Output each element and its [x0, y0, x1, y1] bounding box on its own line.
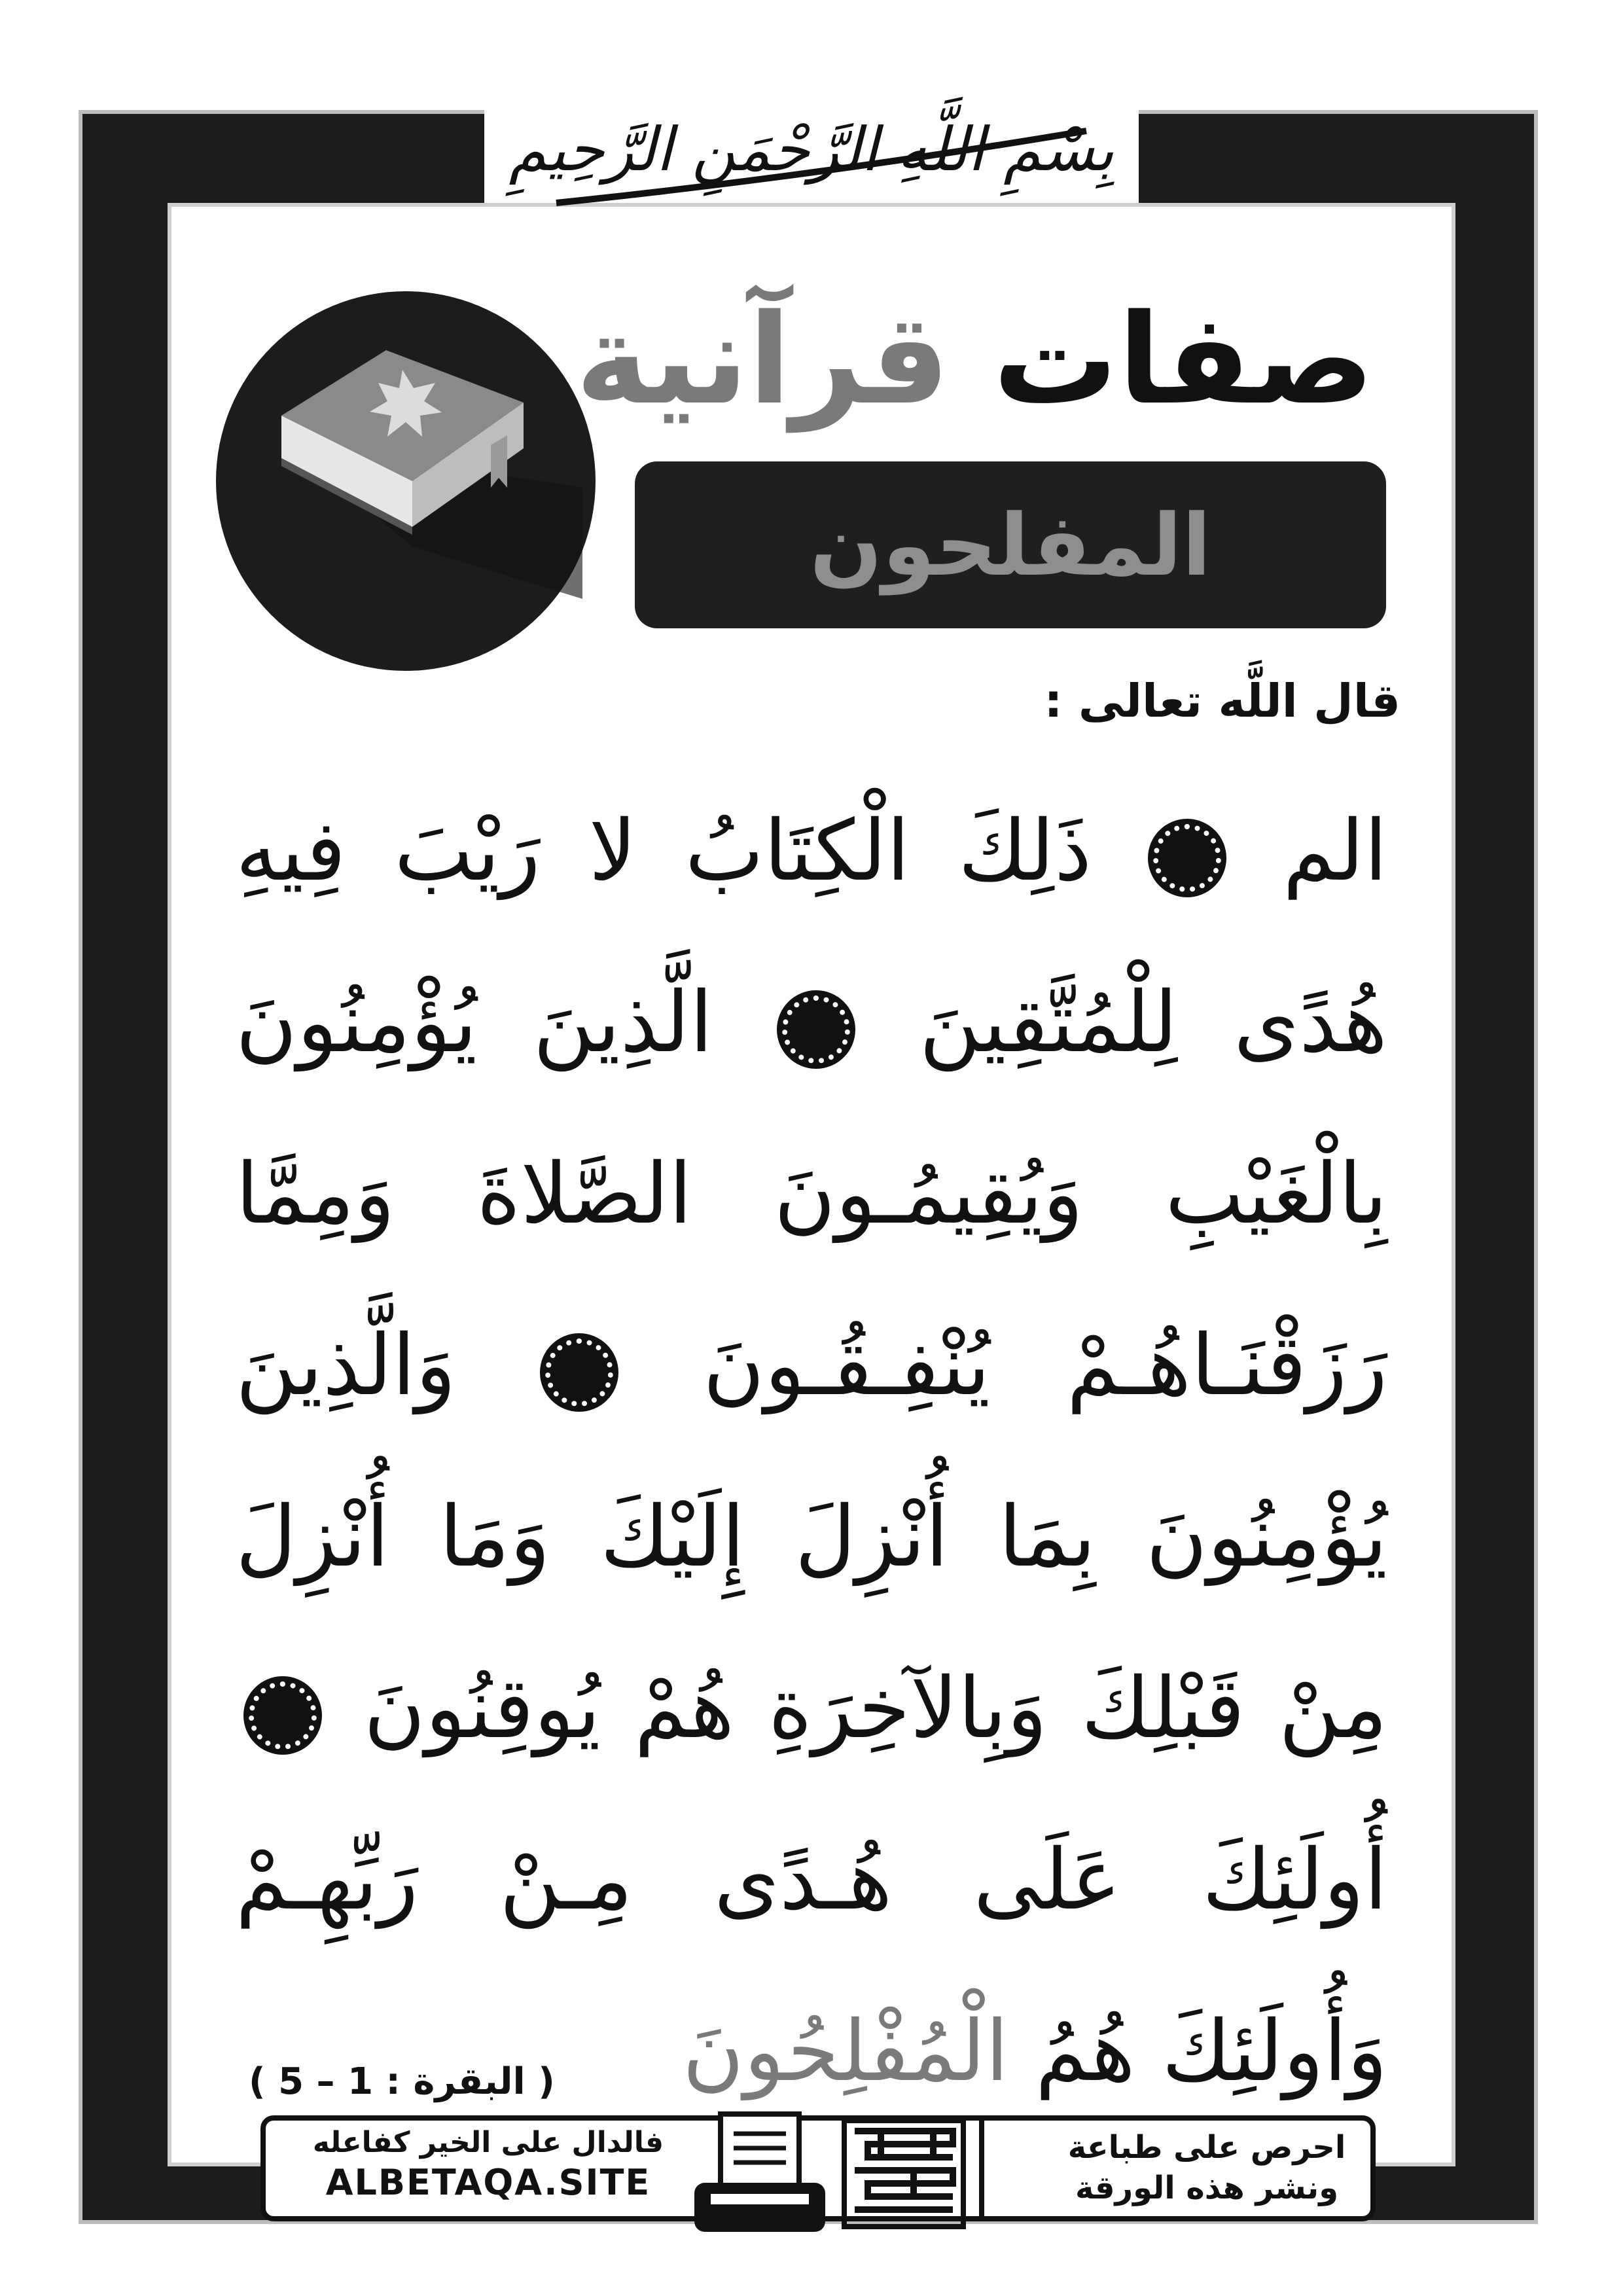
- intro-text: قال اللَّه تعالى :: [1044, 674, 1400, 728]
- verse-end-marker-icon: [545, 1338, 613, 1407]
- title-word-2: قرآنية: [575, 287, 950, 432]
- verse-line-7: [236, 1795, 1387, 1966]
- verse-line-2: [236, 937, 1387, 1109]
- page-title: [575, 281, 1374, 439]
- print-note-line-1: احرص على طباعة: [1067, 2129, 1346, 2166]
- verse-segment: وَالَّذِينَ: [236, 1317, 456, 1414]
- subtitle-banner: [635, 461, 1386, 628]
- verse-segment: هُدًى لِلْمُتَّقِينَ: [919, 974, 1387, 1071]
- verse-segment: أُولَئِكَ عَلَى هُـدًى مِـنْ رَبِّهِـمْ: [236, 1831, 1387, 1929]
- subtitle-text: المفلحون: [810, 495, 1211, 595]
- verse-segment: الم: [1283, 802, 1388, 900]
- verse-highlight: الْمُفْلِحُونَ: [682, 2003, 1009, 2100]
- verse-line-5: [236, 1452, 1387, 1623]
- verse-segment: ذَلِكَ الْكِتَابُ لا رَيْبَ فِيهِ: [236, 802, 1092, 900]
- verse-end-marker-icon: [249, 1681, 317, 1749]
- verse-line-4: [236, 1280, 1387, 1452]
- basmala-calligraphy: [497, 72, 1126, 223]
- book-icon: [216, 291, 596, 671]
- verse-segment: رَزَقْنَـاهُـمْ يُنْفِـقُـونَ: [703, 1317, 1388, 1414]
- footer-divider: [979, 2121, 984, 2216]
- site-link[interactable]: ALBETAQA.SITE: [325, 2162, 651, 2203]
- footer-print-note: [1056, 2127, 1357, 2208]
- verse-line-1: [236, 766, 1387, 937]
- verse-block: [236, 766, 1387, 2138]
- footer-site-block: [279, 2126, 698, 2203]
- kufic-logo-icon: [842, 2118, 966, 2229]
- verse-segment: يُؤْمِنُونَ بِمَا أُنْزِلَ إِلَيْكَ وَمَا أُنْزِلَ: [236, 1488, 1387, 1586]
- verse-end-marker-icon: [1153, 824, 1221, 892]
- verse-segment: مِنْ قَبْلِكَ وَبِالآخِرَةِ هُمْ يُوقِنُونَ: [363, 1660, 1388, 1757]
- basmala-text: بِسْمِ اللَّهِ الرَّحْمَنِ الرَّحِيمِ: [508, 115, 1115, 185]
- verse-line-3: [236, 1109, 1387, 1280]
- verse-end-marker-icon: [782, 996, 850, 1064]
- footer-bar: [260, 2115, 1376, 2221]
- verse-segment: الَّذِينَ يُؤْمِنُونَ: [236, 974, 713, 1071]
- footer-tagline: فالدال على الخير كفاعله: [312, 2126, 664, 2159]
- print-note-line-2: ونشر هذه الورقة: [1075, 2170, 1339, 2206]
- title-word-1: صفات: [993, 287, 1374, 432]
- verse-reference: ( البقرة : 1 – 5 ): [249, 2060, 555, 2103]
- printer-icon: [691, 2108, 829, 2238]
- verse-line-6: [236, 1623, 1387, 1795]
- verse-segment: وَأُولَئِكَ هُمُ: [1035, 2003, 1387, 2100]
- verse-segment: بِالْغَيْبِ وَيُقِيمُـونَ الصَّلاةَ وَمِمَّا: [236, 1145, 1387, 1243]
